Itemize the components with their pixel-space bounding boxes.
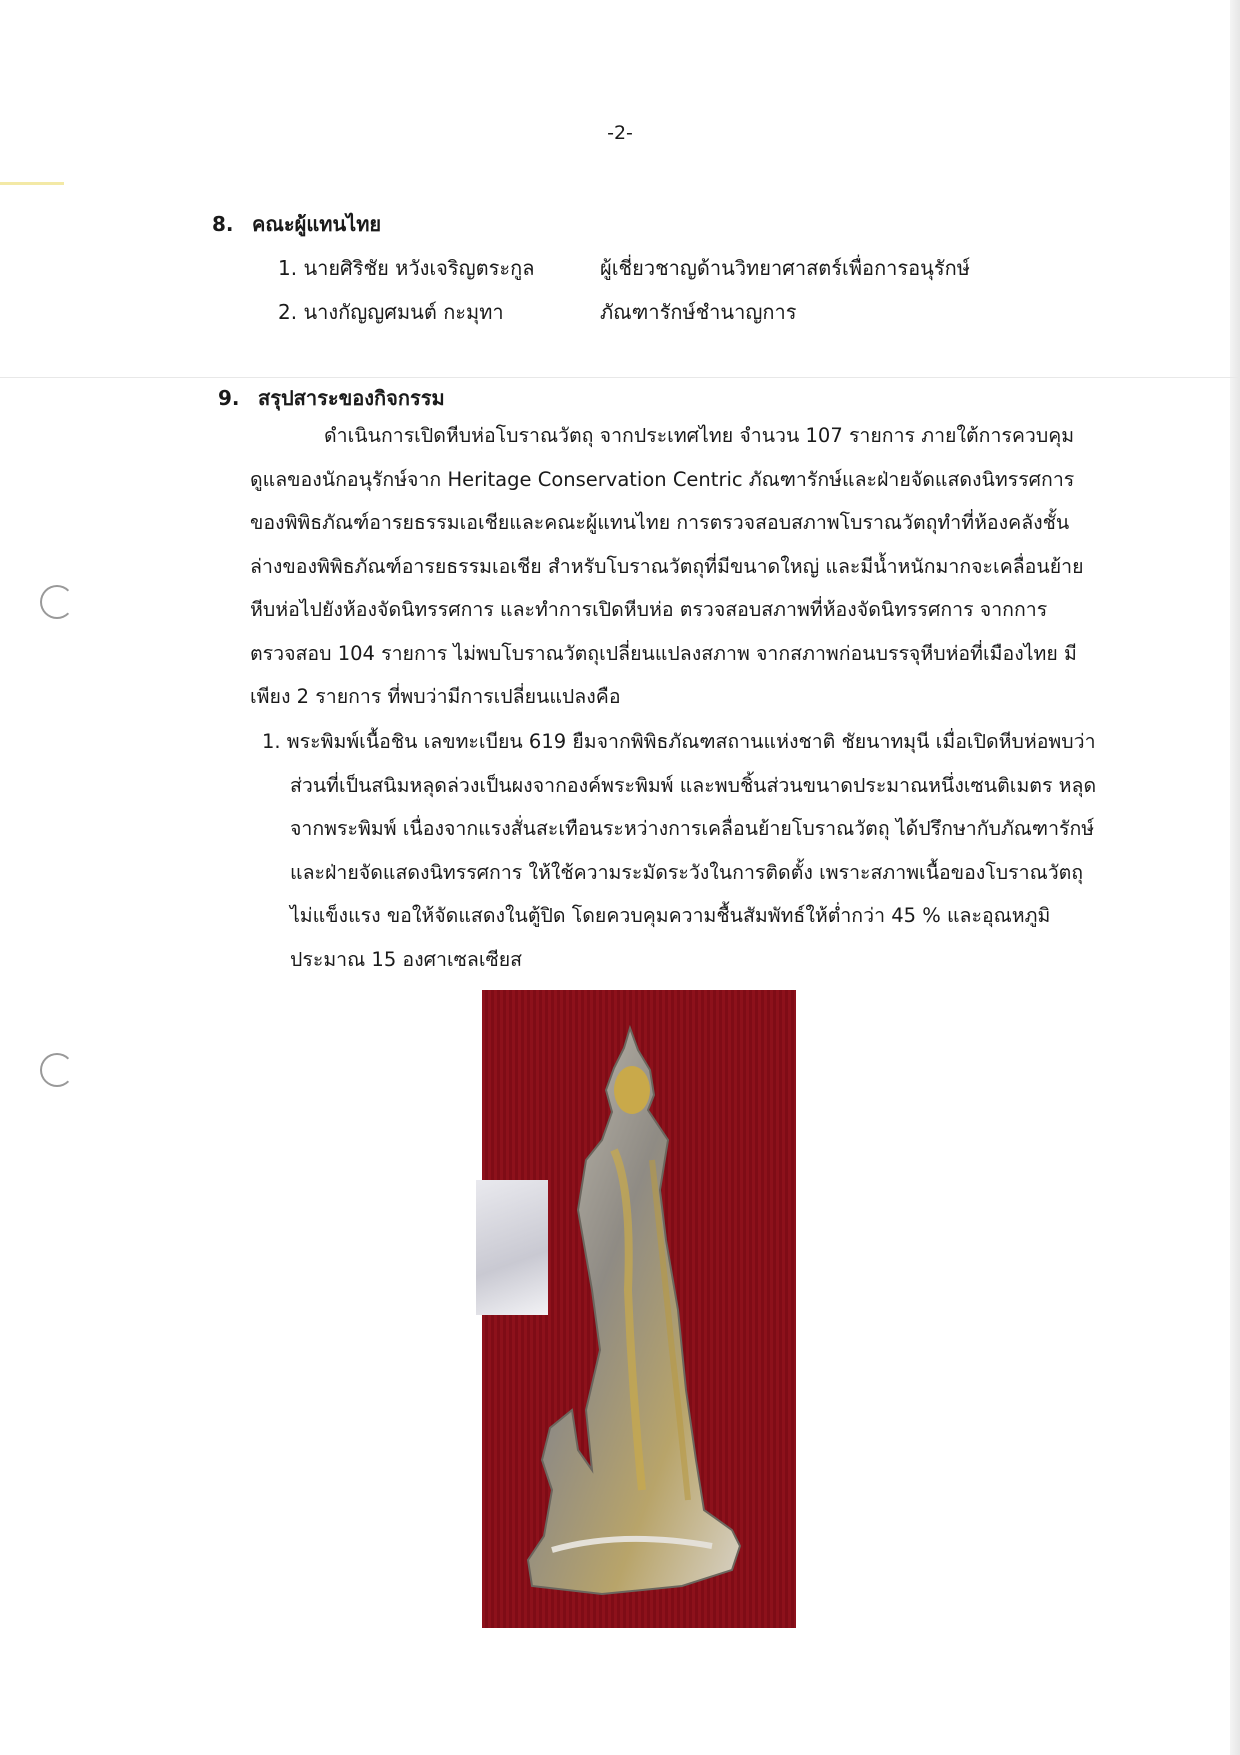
artifact-photo [482, 990, 796, 1628]
section9-number: 9. [218, 386, 240, 410]
rep-name-2: 2. นางกัญญศมนต์ กะมุทา [278, 300, 504, 324]
punch-hole-bottom [40, 1053, 74, 1087]
scan-edge [1230, 0, 1240, 1755]
summary-paragraph: ดำเนินการเปิดหีบห่อโบราณวัตถุ จากประเทศไทย จำนวน 107 รายการ ภายใต้การควบคุมดูแลของนักอนุรักษ์จาก Heritage Conservation Centric ภัณฑารักษ์และฝ่ายจัดแสดงนิทรรศการของพิพิธภัณฑ์อารยธรรมเอเชียและคณะผู้แทนไทย การตรวจสอบสภาพโบราณวัตถุทำที่ห้องคลังชั้นล่างของพิพิธภัณฑ์อารยธรรมเอเชีย สำหรับโบราณวัตถุที่มีขนาดใหญ่ และมีน้ำหนักมากจะเคลื่อนย้ายหีบห่อไปยังห้องจัดนิทรรศการ และทำการเปิดหีบห่อ ตรวจสอบสภาพที่ห้องจัดนิทรรศการ จากการตรวจสอบ 104 รายการ ไม่พบโบราณวัตถุเปลี่ยนแปลงสภาพ จากสภาพก่อนบรรจุหีบห่อที่เมืองไทย มีเพียง 2 รายการ ที่พบว่ามีการเปลี่ยนแปลงคือ [250, 424, 1084, 708]
rep-row-1 [278, 252, 1058, 284]
punch-hole-top [40, 585, 74, 619]
section9-title: สรุปสาระของกิจกรรม [258, 386, 445, 410]
section9-heading [218, 382, 445, 414]
section8-number: 8. [212, 212, 234, 236]
section8-title: คณะผู้แทนไทย [252, 212, 382, 236]
scan-mark [0, 182, 64, 185]
section8-heading [212, 208, 381, 240]
rep-row-2 [278, 296, 1058, 328]
rep-role-2: ภัณฑารักษ์ชำนาญการ [600, 300, 797, 324]
item-1: 1. พระพิมพ์เนื้อชิน เลขทะเบียน 619 ยืมจากพิพิธภัณฑสถานแห่งชาติ ชัยนาทมุนี เมื่อเปิดหีบห่อพบว่า ส่วนที่เป็นสนิมหลุดล่วงเป็นผงจากองค์พระพิมพ์ และพบชิ้นส่วนขนาดประมาณหนึ่งเซนติเมตร หลุดจากพระพิมพ์ เนื่องจากแรงสั่นสะเทือนระหว่างการเคลื่อนย้ายโบราณวัตถุ ได้ปรึกษากับภัณฑารักษ์และฝ่ายจัดแสดงนิทรรศการ ให้ใช้ความระมัดระวังในการติดตั้ง เพราะสภาพเนื้อของโบราณวัตถุไม่แข็งแรง ขอให้จัดแสดงในตู้ปิด โดยควบคุมความชื้นสัมพัทธ์ให้ต่ำกว่า 45 % และอุณหภูมิประมาณ 15 องศาเซลเซียส [262, 730, 1097, 971]
rep-name-1: 1. นายศิริชัย หวังเจริญตระกูล [278, 256, 535, 280]
scan-line [0, 377, 1240, 378]
page-number: -2- [607, 122, 633, 144]
rep-role-1: ผู้เชี่ยวชาญด้านวิทยาศาสตร์เพื่อการอนุรักษ์ [600, 256, 970, 280]
votive-tablet-figure [482, 990, 796, 1628]
